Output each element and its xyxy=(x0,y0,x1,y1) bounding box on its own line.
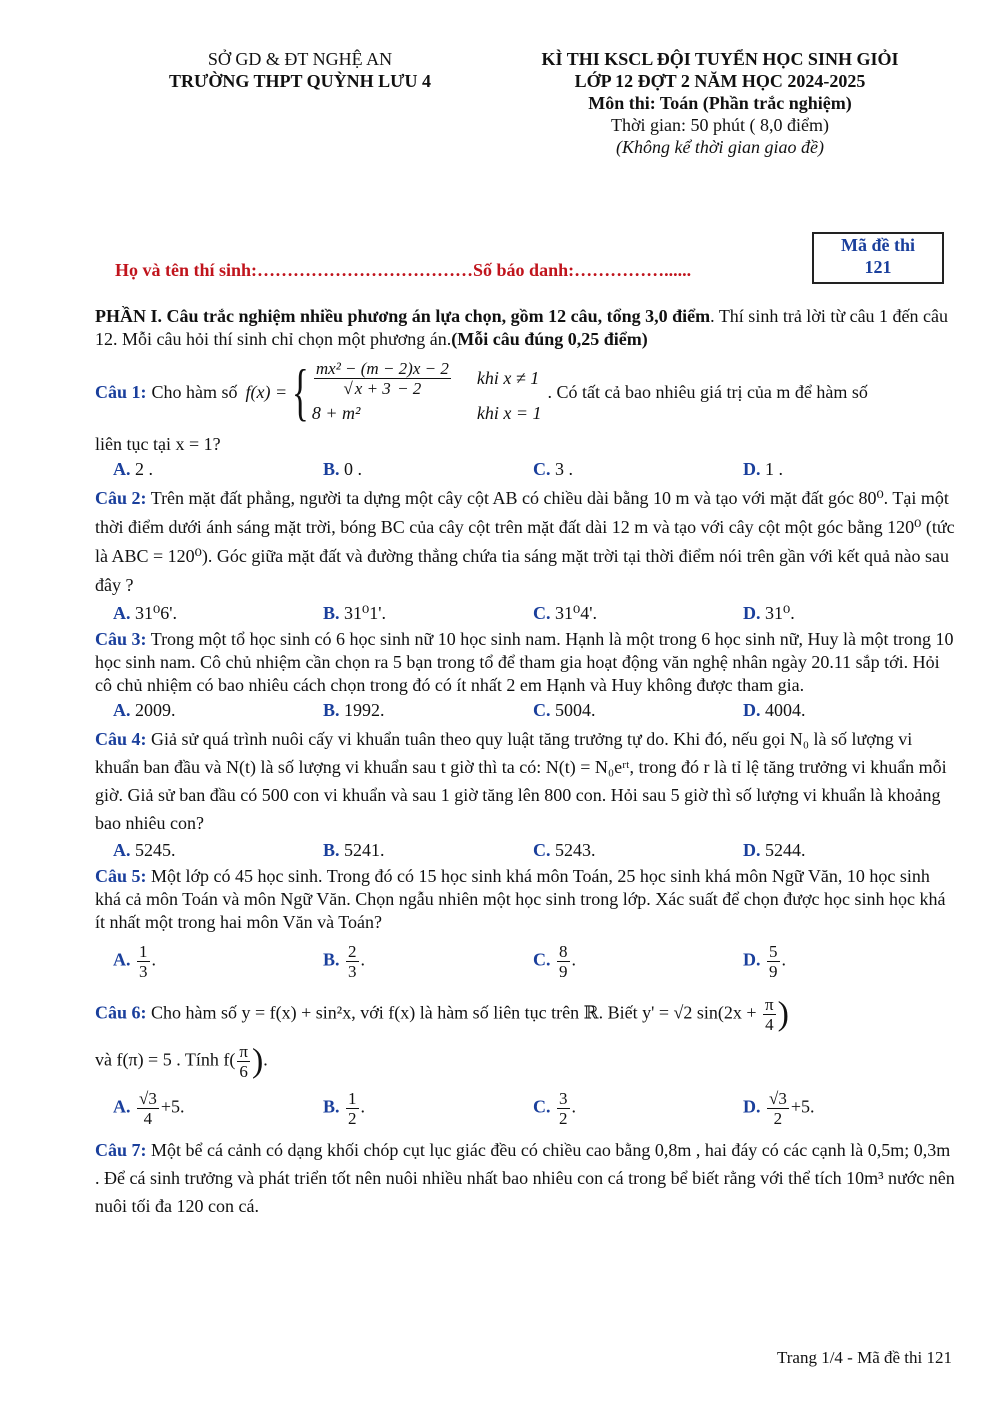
option-letter: D. xyxy=(743,459,761,479)
option-a xyxy=(113,458,323,481)
denominator: 6 xyxy=(239,1062,248,1081)
option-text: 31⁰6'. xyxy=(135,603,177,623)
brace: { xyxy=(292,356,309,427)
question-5-options xyxy=(113,942,955,981)
option-letter: B. xyxy=(323,1096,340,1117)
option-fraction xyxy=(346,1089,359,1128)
question-5 xyxy=(95,865,955,981)
candidate-name-label: Họ và tên thí sinh:……………………………… xyxy=(115,260,474,280)
option-d xyxy=(743,699,953,722)
numerator: 8 xyxy=(559,942,568,961)
question-7-label: Câu 7: xyxy=(95,1140,147,1160)
option-tail: +5. xyxy=(790,1096,815,1117)
option-b xyxy=(323,1089,533,1128)
question-3 xyxy=(95,628,955,722)
question-5-label: Câu 5: xyxy=(95,866,147,886)
option-c xyxy=(533,1089,743,1128)
option-d xyxy=(743,602,953,625)
option-text: 1992. xyxy=(344,700,385,720)
part1-score-note: (Mỗi câu đúng 0,25 điểm) xyxy=(451,329,648,349)
option-d: D. $\frac{5}{9}$ . xyxy=(743,942,786,981)
question-1 xyxy=(95,356,955,481)
school-name: TRƯỜNG THPT QUỲNH LƯU 4 xyxy=(168,71,432,91)
option-fraction xyxy=(767,1089,789,1128)
option-letter: B. xyxy=(323,459,340,479)
case2-expression: 8 + m² xyxy=(311,403,361,423)
exam-code-label: Mã đề thi xyxy=(841,235,915,255)
numerator: 1 xyxy=(348,1089,357,1108)
question-6-text-b: và f(π) = 5 . Tính f( xyxy=(95,1049,236,1070)
option-letter: C. xyxy=(533,949,551,970)
numerator: 3 xyxy=(559,1089,568,1108)
question-1-label: Câu 1: xyxy=(95,381,147,402)
exam-title: KÌ THI KSCL ĐỘI TUYỂN HỌC SINH GIỎI xyxy=(541,49,899,69)
numerator: 5 xyxy=(769,942,778,961)
question-3-text: Trong một tổ học sinh có 6 học sinh nữ 10 học sinh nam. Hạnh là một trong 6 học sinh nữ, Huy là một trong 10 học sinh nam. Cô chủ nhiệm cần chọn ra 5 bạn trong tổ để tham gia hoạt động văn nghệ nhân ngày 20.11 sắp tới. Hỏi cô chủ nhiệm có bao nhiêu cách chọn trong đó có ít nhất 2 em Hạnh và Huy không được tham gia. xyxy=(95,629,954,695)
part1-desc: . Thí sinh trả lời từ câu 1 đến câu 12. Mỗi câu hỏi thí sinh chỉ chọn một phương án. xyxy=(95,306,949,349)
option-text: 5244. xyxy=(765,840,806,860)
option-a xyxy=(113,602,323,625)
question-3-options xyxy=(113,699,955,722)
case1-fraction xyxy=(314,359,451,398)
question-1-lead: Cho hàm số xyxy=(151,381,238,402)
denominator: 4 xyxy=(143,1109,153,1128)
exam-time-note: (Không kể thời gian giao đề) xyxy=(615,137,825,157)
question-4 xyxy=(95,725,955,862)
option-letter: B. xyxy=(323,700,340,720)
piecewise-cases xyxy=(312,359,542,425)
option-text: 5241. xyxy=(344,840,385,860)
option-d xyxy=(743,1089,953,1128)
option-b xyxy=(323,699,533,722)
numerator: √3 xyxy=(139,1089,157,1108)
numerator: π xyxy=(239,1042,248,1061)
denominator: 3 xyxy=(348,962,357,981)
case1-condition: khi x ≠ 1 xyxy=(476,368,540,388)
exam-time: Thời gian: 50 phút ( 8,0 điểm) xyxy=(611,115,829,135)
page-footer: Trang 1/4 - Mã đề thi 121 xyxy=(776,1348,952,1367)
option-d xyxy=(743,839,953,862)
pi-over-6 xyxy=(237,1042,250,1081)
question-1-tail2: liên tục tại x = 1? xyxy=(95,434,221,454)
question-1-options xyxy=(113,458,955,481)
closing-paren: ) xyxy=(777,995,789,1033)
header-right xyxy=(505,48,935,158)
question-5-text: Một lớp có 45 học sinh. Trong đó có 15 học sinh khá môn Toán, 25 học sinh khá môn Ngữ Văn, 10 học sinh khá cả môn Toán và môn Ngữ Văn. Chọn ngẫu nhiên một học sinh trong lớp. Xác suất để chọn được học sinh học khá ít nhất một trong hai môn Văn và Toán? xyxy=(95,866,946,932)
option-letter: A. xyxy=(113,840,131,860)
question-6: Câu 6: Cho hàm số y = f(x) + sin²x, với f(x) là hàm số liên tục trên ℝ. Biết y' = √2 sin(2x + $\frac{\pi}{4}$ ) và f(π) = 5 . Tính f( $\frac{\pi}{6}$ ). A. $\frac{√3}{4}$ +5. B. $\frac{1}{2}$ . C. $\frac{3}{2}$ . D. $\frac{√3}{2}$ +5. xyxy=(95,995,955,1128)
question-7 xyxy=(95,1136,955,1220)
case1-denominator: √ x + 3 − 2 xyxy=(343,379,422,398)
option-fraction xyxy=(557,1089,570,1128)
part1-intro xyxy=(95,305,955,351)
question-4-options xyxy=(113,839,955,862)
case1-numerator: mx² − (m − 2)x − 2 xyxy=(315,359,449,378)
option-tail: +5. xyxy=(160,1096,185,1117)
option-d xyxy=(743,458,953,481)
option-c xyxy=(533,602,743,625)
header-left xyxy=(150,48,450,92)
option-letter: B. xyxy=(323,603,340,623)
pi-over-4 xyxy=(763,995,776,1034)
option-c xyxy=(533,458,743,481)
option-letter: A. xyxy=(113,700,131,720)
exam-content xyxy=(95,305,955,1220)
option-letter: A. xyxy=(113,459,131,479)
option-letter: D. xyxy=(743,949,761,970)
option-letter: A. xyxy=(113,1096,131,1117)
question-6-label: Câu 6: xyxy=(95,1002,147,1023)
option-text: 2009. xyxy=(135,700,176,720)
question-2-label: Câu 2: xyxy=(95,488,147,508)
option-letter: B. xyxy=(323,840,340,860)
option-letter: D. xyxy=(743,840,761,860)
candidate-id-label: Số báo danh:……………...... xyxy=(473,260,692,280)
option-b xyxy=(323,602,533,625)
option-letter: D. xyxy=(743,1096,761,1117)
numerator: √3 xyxy=(769,1089,787,1108)
denominator: 4 xyxy=(765,1015,774,1034)
piecewise-function xyxy=(291,356,542,427)
option-text: 3 . xyxy=(555,459,573,479)
option-a xyxy=(113,1089,323,1128)
option-b xyxy=(323,458,533,481)
option-text: 0 . xyxy=(344,459,363,479)
option-letter: D. xyxy=(743,603,761,623)
denominator: 2 xyxy=(773,1109,783,1128)
option-text: 4004. xyxy=(765,700,806,720)
option-text: 31⁰4'. xyxy=(555,603,597,623)
option-c xyxy=(533,699,743,722)
option-a: A. $\frac{1}{3}$ . xyxy=(113,942,156,981)
option-fraction xyxy=(767,942,780,981)
denominator: 2 xyxy=(348,1109,357,1128)
option-text: 31⁰1'. xyxy=(344,603,386,623)
option-fraction xyxy=(137,942,150,981)
numerator: 1 xyxy=(139,942,148,961)
option-fraction xyxy=(557,942,570,981)
option-letter: C. xyxy=(533,1096,551,1117)
option-letter: C. xyxy=(533,840,551,860)
option-b: B. $\frac{2}{3}$ . xyxy=(323,942,366,981)
denominator: 9 xyxy=(559,962,568,981)
denominator: 3 xyxy=(139,962,148,981)
numerator: 2 xyxy=(348,942,357,961)
question-6-text-a: Cho hàm số y = f(x) + sin²x, với f(x) là hàm số liên tục trên ℝ. Biết y' = √2 sin(2x + xyxy=(151,1002,757,1023)
option-fraction xyxy=(346,942,359,981)
exam-subtitle: LỚP 12 ĐỢT 2 NĂM HỌC 2024-2025 xyxy=(574,71,866,91)
option-text: 5243. xyxy=(555,840,596,860)
option-text: 5004. xyxy=(555,700,596,720)
part1-title: PHẦN I. Câu trắc nghiệm nhiều phương án lựa chọn, gồm 12 câu, tổng 3,0 điểm xyxy=(95,306,711,326)
candidate-info xyxy=(115,260,691,281)
question-4-label: Câu 4: xyxy=(95,729,147,749)
exam-code-box xyxy=(812,232,944,284)
question-1-tail: . Có tất cả bao nhiêu giá trị của m để hàm số xyxy=(547,381,868,402)
question-1-stem xyxy=(95,356,955,427)
option-letter: C. xyxy=(533,603,551,623)
question-2-options xyxy=(113,602,955,625)
question-6-options xyxy=(113,1089,955,1128)
option-text: 31⁰. xyxy=(765,603,795,623)
option-a xyxy=(113,839,323,862)
option-tail: . xyxy=(360,1096,366,1117)
exam-code-value: 121 xyxy=(864,257,892,277)
option-c xyxy=(533,839,743,862)
function-name: f(x) = xyxy=(245,381,288,402)
closing-paren: ) xyxy=(251,1042,264,1080)
denominator: 9 xyxy=(769,962,778,981)
option-fraction xyxy=(137,1089,159,1128)
question-7-text: Một bể cá cảnh có dạng khối chóp cụt lục giác đều có chiều cao bằng 0,8m , hai đáy có các cạnh là 0,5m; 0,3m . Để cá sinh trưởng và phát triển tốt nên nuôi nhiều nhất bao nhiêu con cá trong bể biết rằng với thể tích 10m³ nước nên nuôi tối đa 120 con cá. xyxy=(95,1140,955,1216)
exam-subject: Môn thi: Toán (Phần trắc nghiệm) xyxy=(588,93,852,113)
question-3-label: Câu 3: xyxy=(95,629,147,649)
question-2-text: Trên mặt đất phẳng, người ta dựng một cây cột AB có chiều dài bằng 10 m và tạo với mặt đất góc 80⁰. Tại một thời điểm dưới ánh sáng mặt trời, bóng BC của cây cột trên mặt đất dài 12 m và tạo với cây cột một góc bằng 120⁰ (tức là ABC = 120⁰). Góc giữa mặt đất và đường thẳng chứa tia sáng mặt trời tại thời điểm nói trên gần với kết quả nào sau đây ? xyxy=(95,488,955,595)
option-c: C. $\frac{8}{9}$ . xyxy=(533,942,576,981)
option-a xyxy=(113,699,323,722)
option-letter: A. xyxy=(113,603,131,623)
numerator: π xyxy=(765,995,774,1014)
case2-condition: khi x = 1 xyxy=(476,403,542,423)
option-letter: D. xyxy=(743,700,761,720)
question-4-text: Giả sử quá trình nuôi cấy vi khuẩn tuân theo quy luật tăng trưởng tự do. Khi đó, nếu gọi N₀ là số lượng vi khuẩn ban đầu và N(t) là số lượng vi khuẩn sau t giờ thì ta có: N(t) = N₀eʳᵗ, trong đó r là tỉ lệ tăng trưởng vi khuẩn mỗi giờ. Giả sử ban đầu có 500 con vi khuẩn và sau 1 giờ tăng lên 800 con. Hỏi sau 5 giờ thì số lượng vi khuẩn là khoảng bao nhiêu con? xyxy=(95,729,947,833)
department: SỞ GD & ĐT NGHỆ AN xyxy=(207,49,393,69)
option-letter: C. xyxy=(533,700,551,720)
option-letter: B. xyxy=(323,949,340,970)
option-letter: A. xyxy=(113,949,131,970)
case1-radicand: x + 3 xyxy=(354,379,391,398)
option-b xyxy=(323,839,533,862)
denominator: 2 xyxy=(559,1109,568,1128)
option-text: 2 . xyxy=(135,459,153,479)
option-letter: C. xyxy=(533,459,551,479)
option-text: 1 . xyxy=(765,459,783,479)
question-2 xyxy=(95,484,955,625)
option-tail: . xyxy=(571,1096,576,1117)
option-text: 5245. xyxy=(135,840,176,860)
